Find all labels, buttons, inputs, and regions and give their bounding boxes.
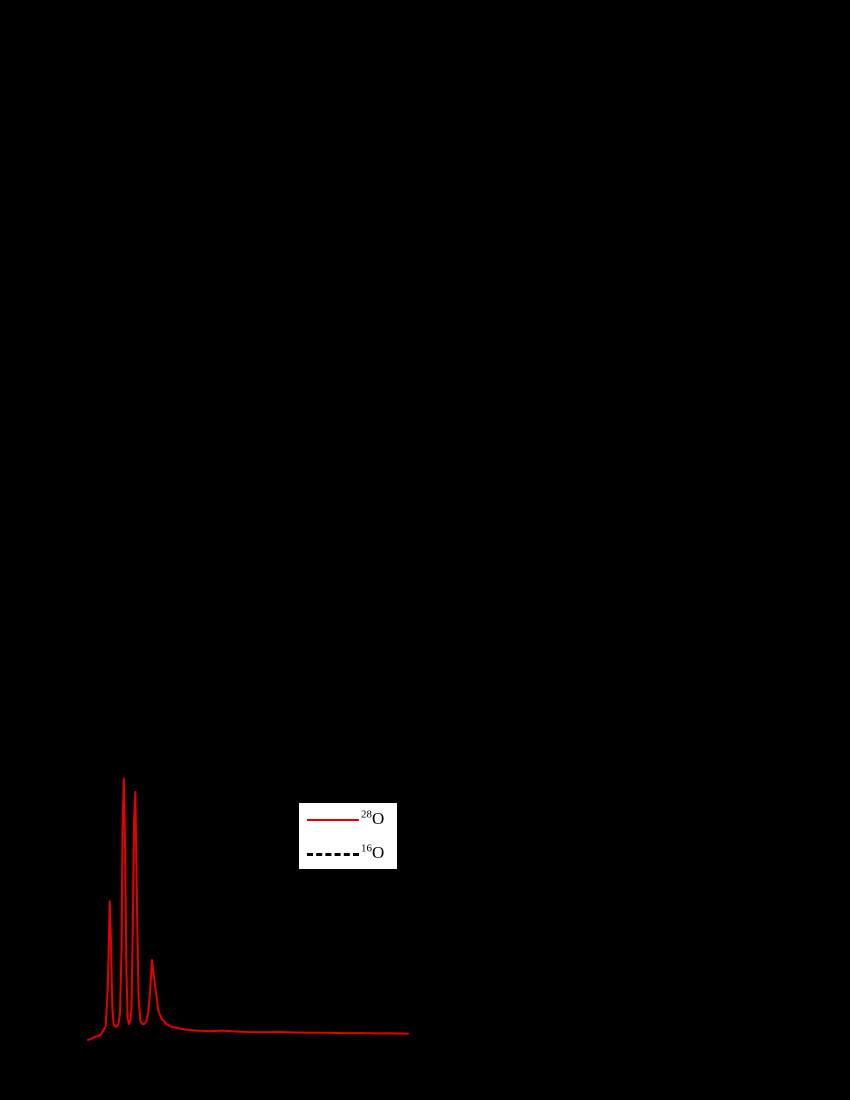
legend-label-28O [361,808,384,830]
legend-line-sample-16O [307,853,359,856]
legend-item-28O [299,803,397,837]
chart-legend [298,802,398,870]
legend-line-sample-28O [307,819,359,821]
legend-superscript-16: 16 [361,842,372,855]
legend-superscript-28: 28 [361,808,372,821]
legend-label-16O [361,842,384,864]
legend-element-O-1: O [372,809,385,828]
legend-element-O-2: O [372,843,385,862]
legend-item-16O [299,837,397,871]
